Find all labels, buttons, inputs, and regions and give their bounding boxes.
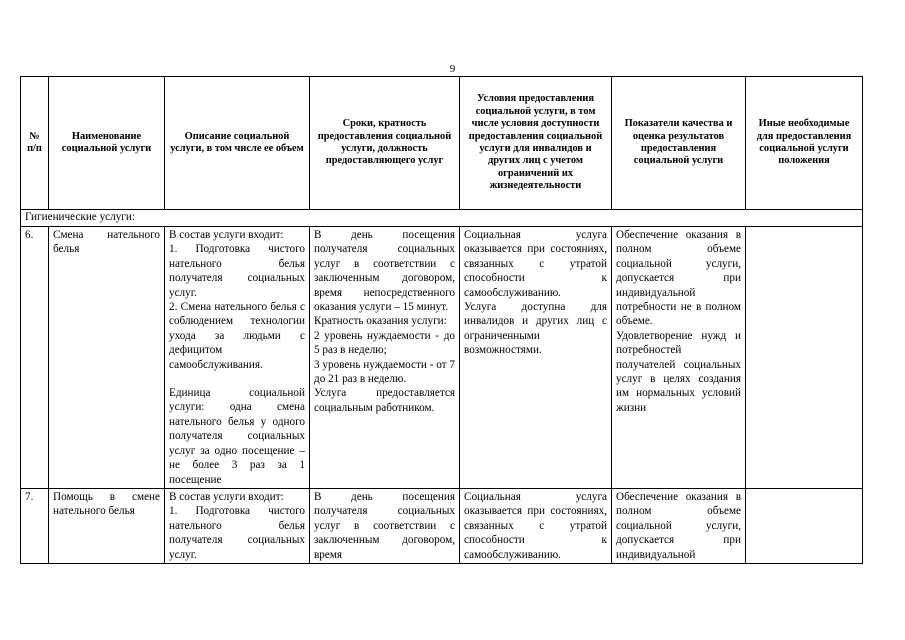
service-name-text: Помощь в смене нательного белья xyxy=(53,490,160,518)
quality-line: Удовлетворение нужд и потребностей получателей социальных услуг в целях создания им нормальных условий жизни xyxy=(616,329,741,414)
quality-line: Обеспечение оказания в полном объеме социальной услуги, допускается при индивидуальной потребности не в полном объеме. xyxy=(616,229,741,328)
header-service-name: Наименование социальной услуги xyxy=(49,77,165,210)
description-line: В состав услуги входит: xyxy=(169,490,284,503)
service-description xyxy=(165,227,310,489)
description-clip xyxy=(169,490,305,562)
service-conditions xyxy=(460,488,612,563)
section-title: Гигиенические услуги: xyxy=(21,210,863,227)
table-row xyxy=(21,227,863,489)
terms-line: 2 уровень нуждаемости - до 5 раз в неделю; xyxy=(314,329,455,357)
header-quality: Показатели качества и оценка результатов предоставления социальной услуги xyxy=(612,77,746,210)
header-other: Иные необходимые для предоставления социальной услуги положения xyxy=(746,77,863,210)
conditions-line: Социальная услуга оказывается при состояниях, связанных с утратой способности к самообслуживанию. xyxy=(464,229,607,299)
service-name: Смена нательного белья xyxy=(49,227,165,489)
service-other-text xyxy=(750,490,858,562)
section-row xyxy=(21,210,863,227)
terms-line: В день посещения получателя социальных услуг в соответствии с заключенным договором, время непосредственного оказания услуги – 15 минут. xyxy=(314,229,455,314)
quality-line: Обеспечение оказания в полном объеме социальной услуги, допускается при индивидуальной xyxy=(616,490,741,561)
description-spacer xyxy=(169,372,305,386)
row-number-text: 7. xyxy=(25,490,34,503)
table-row xyxy=(21,488,863,563)
header-description: Описание социальной услуги, в том числе ее объем xyxy=(165,77,310,210)
service-terms xyxy=(310,488,460,563)
service-conditions xyxy=(460,227,612,489)
row-number: 6. xyxy=(21,227,49,489)
terms-line: Кратность оказания услуги: xyxy=(314,315,447,328)
service-quality xyxy=(612,488,746,563)
service-terms xyxy=(310,227,460,489)
service-description xyxy=(165,488,310,563)
conditions-line: Социальная услуга оказывается при состояниях, связанных с утратой способности к самообслуживанию. xyxy=(464,490,607,561)
description-line: 1. Подготовка чистого нательного белья получателя социальных услуг. xyxy=(169,505,305,561)
terms-line: 3 уровень нуждаемости - от 7 до 21 раз в неделю. xyxy=(314,358,455,386)
social-services-table xyxy=(20,76,863,564)
terms-line: В день посещения получателя социальных услуг в соответствии с заключенным договором, время xyxy=(314,490,455,561)
row-number xyxy=(21,488,49,563)
service-other xyxy=(746,227,863,489)
description-line: Единица социальной услуги: одна смена нательного белья у одного получателя социальных услуг за одно посещение – не более 3 раз за 1 посещение xyxy=(169,387,305,486)
header-conditions: Условия предоставления социальной услуги, в том числе условия доступности предоставления социальной услуги для инвалидов и других лиц с учетом ограничений их жизнедеятельности xyxy=(460,77,612,210)
conditions-line: Услуга доступна для инвалидов и других лиц с ограниченными возможностями. xyxy=(464,301,607,357)
description-line: В состав услуги входит: xyxy=(169,229,284,241)
page-number: 9 xyxy=(449,63,456,75)
header-number: № п/п xyxy=(21,77,49,210)
description-line: 2. Смена нательного белья с соблюдением технологии ухода за людьми с дефицитом самообслуживания. xyxy=(169,301,305,371)
terms-line: Услуга предоставляется социальным работником. xyxy=(314,387,455,414)
service-quality xyxy=(612,227,746,489)
header-terms: Сроки, кратность предоставления социальной услуги, должность предоставляющего услуг xyxy=(310,77,460,210)
service-other xyxy=(746,488,863,563)
description-line: 1. Подготовка чистого нательного белья получателя социальных услуг. xyxy=(169,243,305,299)
terms-clip xyxy=(314,490,455,562)
service-name xyxy=(49,488,165,563)
quality-clip xyxy=(616,490,741,562)
conditions-clip xyxy=(464,490,607,562)
header-row xyxy=(21,77,863,210)
